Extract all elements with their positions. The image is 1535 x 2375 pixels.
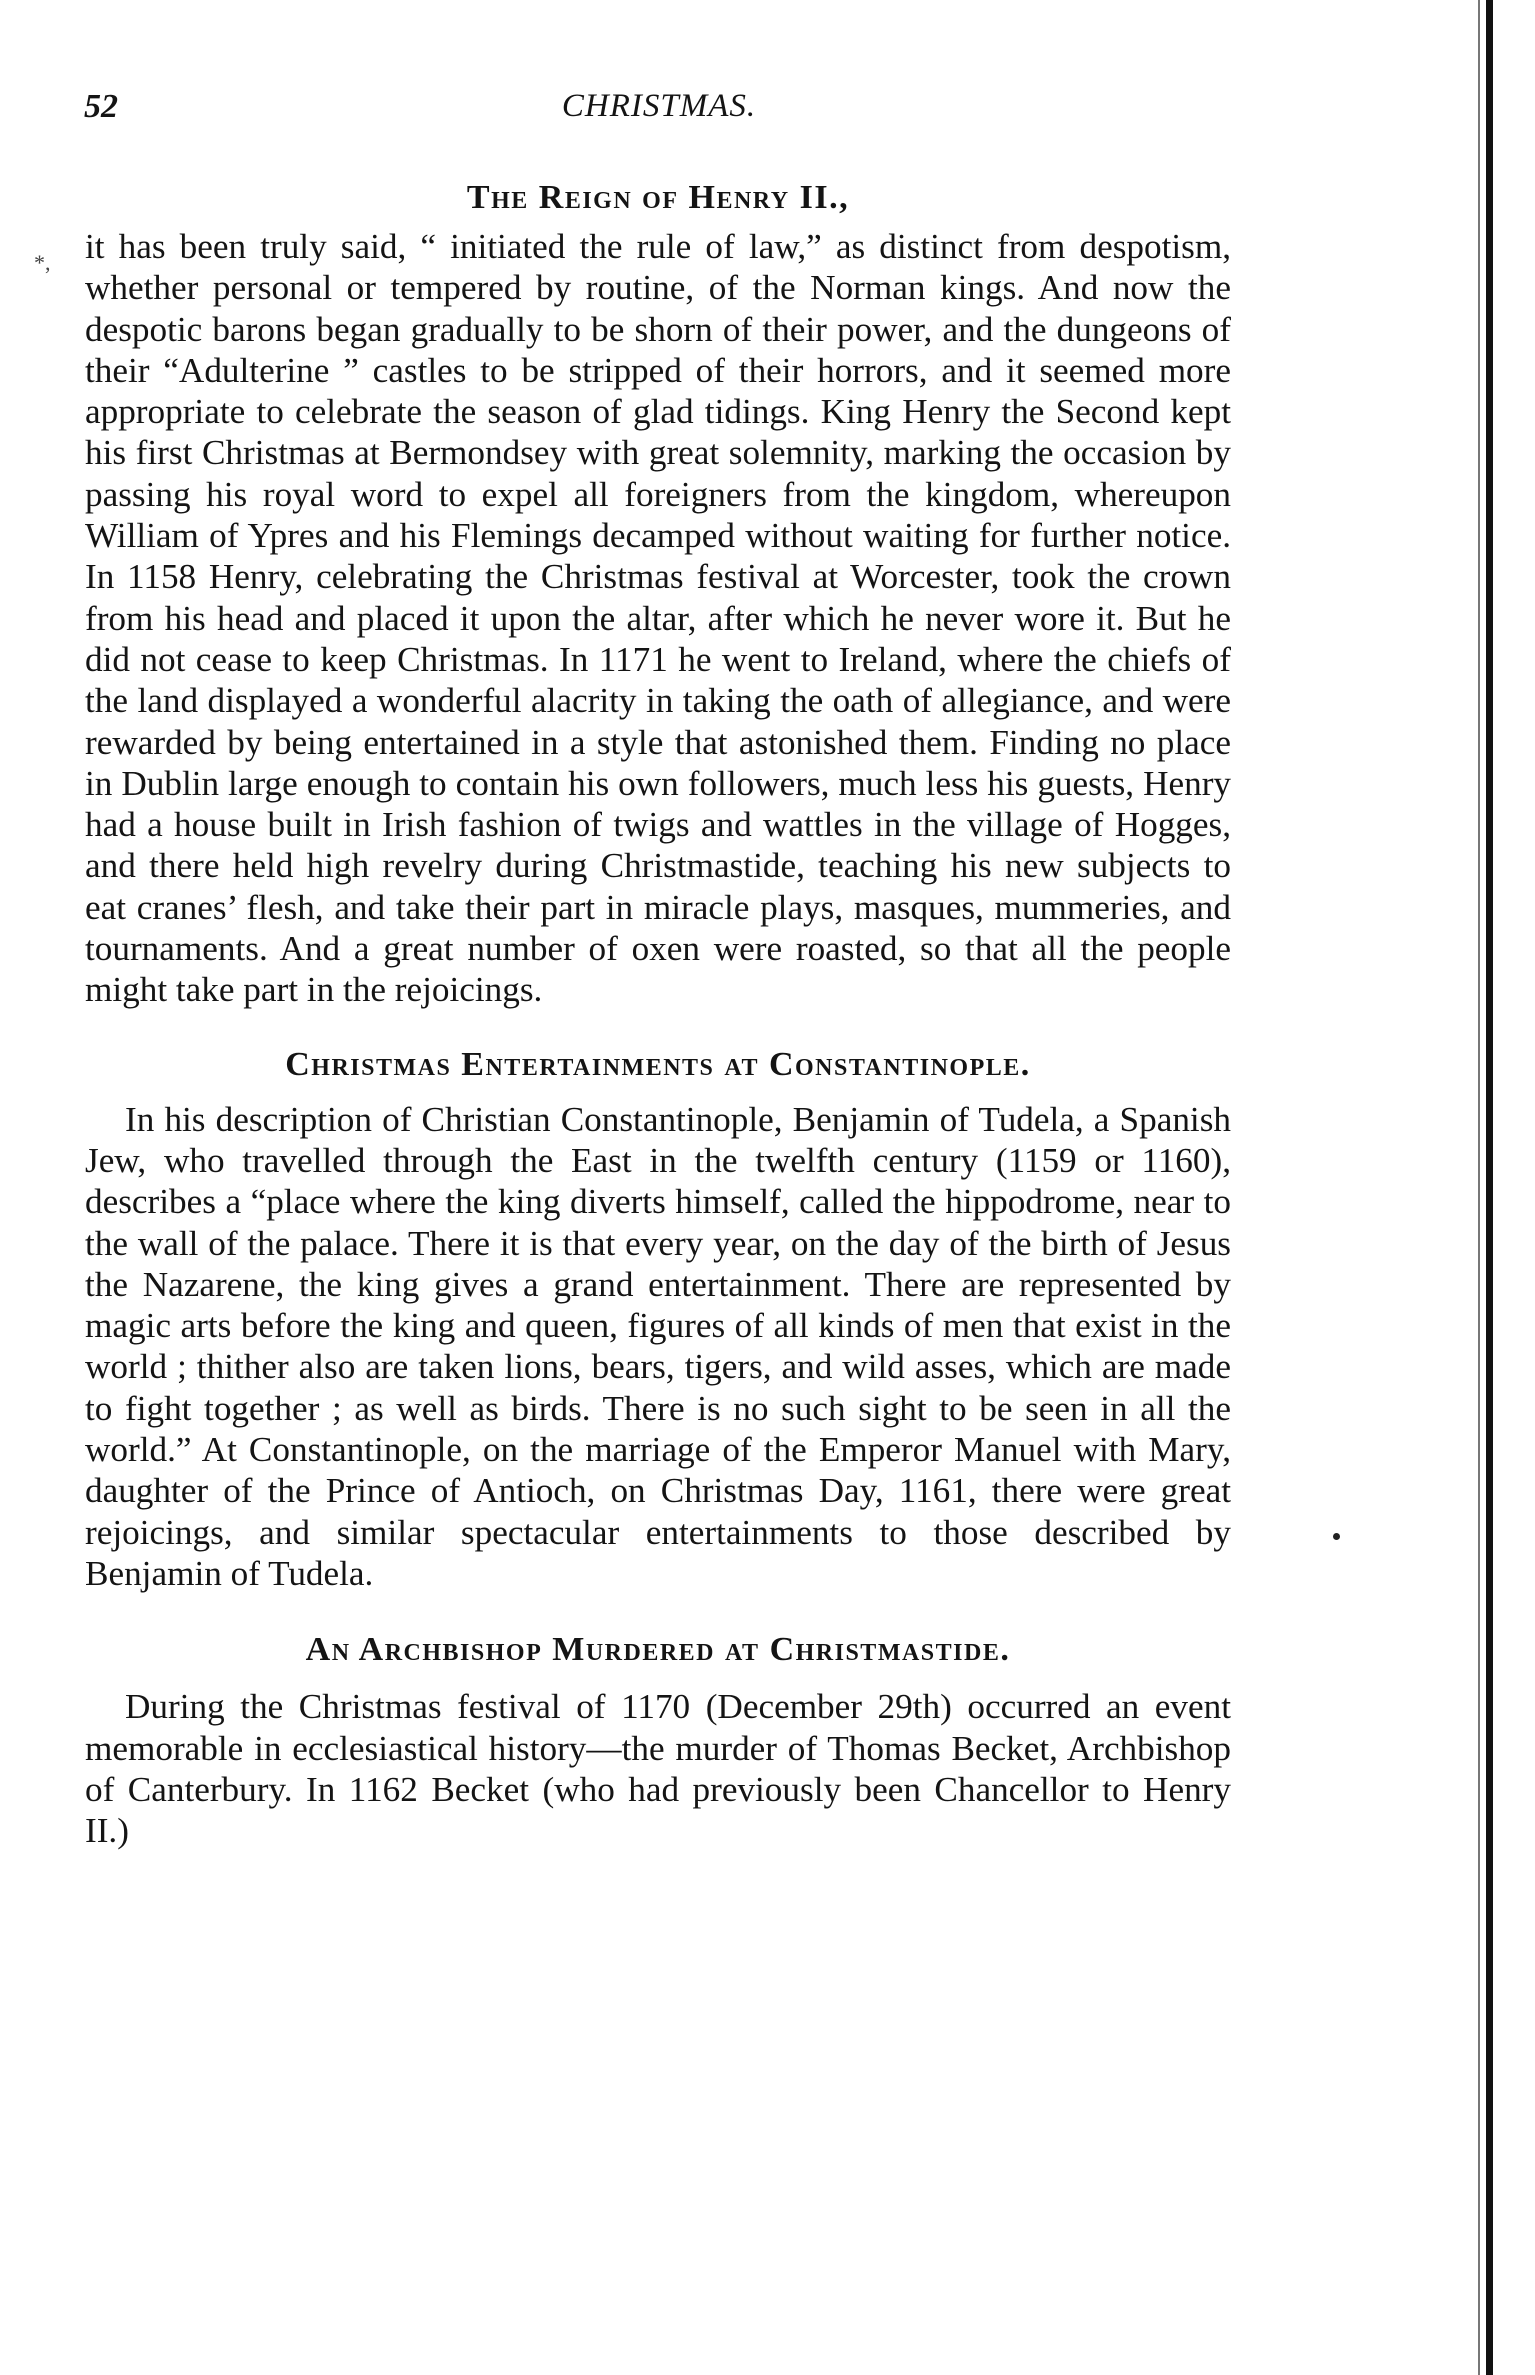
margin-mark: *,	[34, 250, 51, 275]
page-header	[84, 88, 1234, 134]
section-heading-constantinople: Christmas Entertainments at Constantinople.	[285, 1045, 1031, 1083]
binding-shadow-line	[1478, 0, 1480, 2375]
section-heading-reign-of-henry: The Reign of Henry II.,	[466, 179, 850, 216]
running-title: CHRISTMAS.	[561, 88, 757, 124]
binding-edge	[1486, 0, 1493, 2375]
ink-speck	[1333, 1533, 1340, 1540]
paragraph-constantinople: In his description of Christian Constantinople, Benjamin of Tudela, a Spanish Jew, who travelled through the East in the twelfth century (1159 or 1160), describes a “place where the king diverts himself, called the hippodrome, near to the wall of the palace. There it is that every year, on the day of the birth of Jesus the Nazarene, the king gives a grand entertainment. There are represented by magic arts before the king and queen, figures of all kinds of men that exist in the world ; thither also are taken lions, bears, tigers, and wild asses, which are made to fight together ; as well as birds. There is no such sight to be seen in all the world.” At Constantinople, on the marriage of the Emperor Manuel with Mary, daughter of the Prince of Antioch, on Christmas Day, 1161, there were great rejoicings, and similar spectacular entertainments to those described by Benjamin of Tudela.	[85, 1099, 1231, 1593]
paragraph-reign-of-henry: it has been truly said, “ initiated the rule of law,” as distinct from despotism, whether personal or tempered by routine, of the Norman kings. And now the despotic barons began gradually to be shorn of their power, and the dungeons of their “Adulterine ” castles to be stripped of their horrors, and it seemed more appropriate to celebrate the season of glad tidings. King Henry the Second kept his first Christmas at Bermondsey with great solemnity, marking the occasion by passing his royal word to expel all foreigners from the kingdom, whereupon William of Ypres and his Flemings decamped without waiting for further notice. In 1158 Henry, celebrating the Christmas festival at Worcester, took the crown from his head and placed it upon the altar, after which he never wore it. But he did not cease to keep Christmas. In 1171 he went to Ireland, where the chiefs of the land displayed a wonderful alacrity in taking the oath of allegiance, and were rewarded by being entertained in a style that astonished them. Finding no place in Dublin large enough to contain his own followers, much less his guests, Henry had a house built in Irish fashion of twigs and wattles in the village of Hogges, and there held high revelry during Christmastide, teaching his new subjects to eat cranes’ flesh, and take their part in miracle plays, masques, mummeries, and tournaments. And a great number of oxen were roasted, so that all the people might take part in the rejoicings.	[85, 227, 1231, 1010]
section-heading-archbishop-murdered: An Archbishop Murdered at Christmastide.	[305, 1631, 1011, 1669]
page-body	[85, 178, 1231, 1851]
page-number: 52	[84, 88, 118, 125]
paragraph-archbishop-murdered: During the Christmas festival of 1170 (December 29th) occurred an event memorable in ecclesiastical history—the murder of Thomas Becket, Archbishop of Canterbury. In 1162 Becket (who had previously been Chancellor to Henry II.)	[85, 1687, 1231, 1851]
